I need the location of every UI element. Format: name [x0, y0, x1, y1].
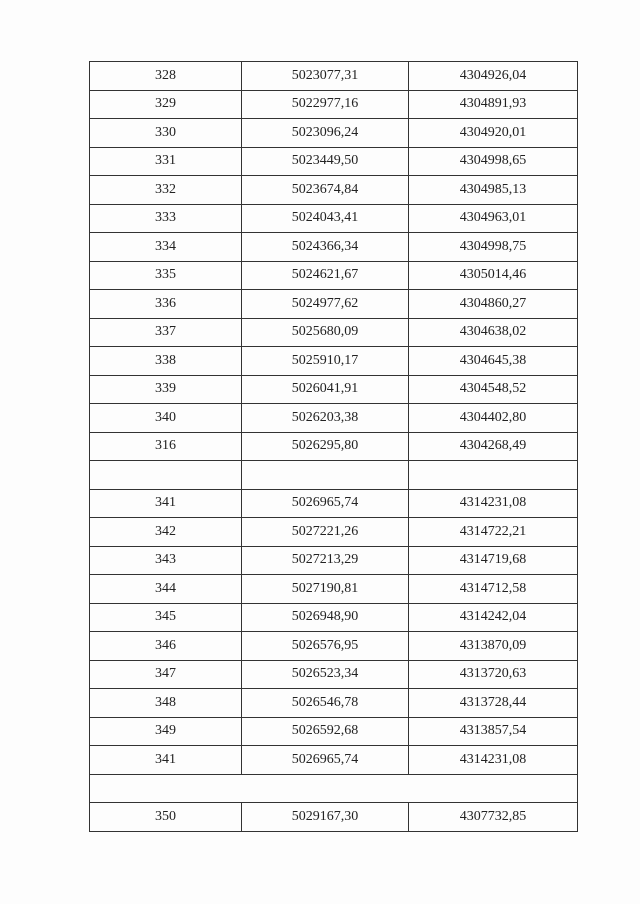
point-number-cell: 349 [90, 717, 242, 746]
y-coordinate-cell: 4314231,08 [409, 489, 578, 518]
point-number-cell: 342 [90, 518, 242, 547]
x-coordinate-cell: 5026592,68 [242, 717, 409, 746]
point-number-cell: 335 [90, 261, 242, 290]
point-number-cell: 343 [90, 546, 242, 575]
point-number-cell: 340 [90, 404, 242, 433]
point-number-cell: 331 [90, 147, 242, 176]
table-row [90, 233, 578, 262]
table-row [90, 318, 578, 347]
y-coordinate-cell: 4304985,13 [409, 176, 578, 205]
x-coordinate-cell: 5026041,91 [242, 375, 409, 404]
x-coordinate-cell: 5024977,62 [242, 290, 409, 319]
y-coordinate-cell: 4304268,49 [409, 432, 578, 461]
point-number-cell [90, 461, 242, 490]
x-coordinate-cell: 5027221,26 [242, 518, 409, 547]
table-row [90, 261, 578, 290]
y-coordinate-cell: 4313857,54 [409, 717, 578, 746]
point-number-cell: 345 [90, 603, 242, 632]
table-row [90, 404, 578, 433]
y-coordinate-cell: 4314712,58 [409, 575, 578, 604]
table-row [90, 575, 578, 604]
y-coordinate-cell: 4304638,02 [409, 318, 578, 347]
y-coordinate-cell: 4304860,27 [409, 290, 578, 319]
table-row [90, 432, 578, 461]
x-coordinate-cell [242, 461, 409, 490]
x-coordinate-cell: 5024043,41 [242, 204, 409, 233]
table-row [90, 518, 578, 547]
coordinates-table [89, 61, 578, 832]
table-row [90, 632, 578, 661]
point-number-cell: 330 [90, 119, 242, 148]
x-coordinate-cell: 5023077,31 [242, 62, 409, 91]
y-coordinate-cell: 4304998,65 [409, 147, 578, 176]
y-coordinate-cell: 4307732,85 [409, 803, 578, 832]
y-coordinate-cell: 4304402,80 [409, 404, 578, 433]
table-row [90, 717, 578, 746]
point-number-cell: 332 [90, 176, 242, 205]
point-number-cell: 337 [90, 318, 242, 347]
table-row [90, 660, 578, 689]
table-row [90, 176, 578, 205]
point-number-cell: 338 [90, 347, 242, 376]
y-coordinate-cell: 4314719,68 [409, 546, 578, 575]
y-coordinate-cell: 4305014,46 [409, 261, 578, 290]
point-number-cell: 336 [90, 290, 242, 319]
x-coordinate-cell: 5026523,34 [242, 660, 409, 689]
table-row-faded [90, 461, 578, 490]
y-coordinate-cell: 4304891,93 [409, 90, 578, 119]
point-number-cell: 334 [90, 233, 242, 262]
y-coordinate-cell: 4314231,08 [409, 746, 578, 775]
point-number-cell: 316 [90, 432, 242, 461]
point-number-cell: 347 [90, 660, 242, 689]
y-coordinate-cell: 4313728,44 [409, 689, 578, 718]
table-row [90, 746, 578, 775]
x-coordinate-cell: 5029167,30 [242, 803, 409, 832]
x-coordinate-cell: 5026546,78 [242, 689, 409, 718]
table-row [90, 375, 578, 404]
point-number-cell: 350 [90, 803, 242, 832]
y-coordinate-cell: 4314722,21 [409, 518, 578, 547]
x-coordinate-cell: 5026965,74 [242, 489, 409, 518]
table-row [90, 290, 578, 319]
table-row [90, 803, 578, 832]
x-coordinate-cell: 5023674,84 [242, 176, 409, 205]
table-row-separator [90, 774, 578, 803]
coordinates-table-body [90, 62, 578, 832]
y-coordinate-cell [409, 461, 578, 490]
x-coordinate-cell: 5026948,90 [242, 603, 409, 632]
table-row [90, 119, 578, 148]
x-coordinate-cell: 5026203,38 [242, 404, 409, 433]
x-coordinate-cell: 5026576,95 [242, 632, 409, 661]
point-number-cell: 346 [90, 632, 242, 661]
y-coordinate-cell: 4304926,04 [409, 62, 578, 91]
point-number-cell: 339 [90, 375, 242, 404]
x-coordinate-cell: 5023096,24 [242, 119, 409, 148]
table-row [90, 204, 578, 233]
table-row [90, 546, 578, 575]
point-number-cell: 328 [90, 62, 242, 91]
x-coordinate-cell: 5024366,34 [242, 233, 409, 262]
y-coordinate-cell: 4314242,04 [409, 603, 578, 632]
point-number-cell: 329 [90, 90, 242, 119]
table-row [90, 62, 578, 91]
y-coordinate-cell: 4304920,01 [409, 119, 578, 148]
y-coordinate-cell: 4304645,38 [409, 347, 578, 376]
separator-cell [90, 774, 578, 803]
point-number-cell: 341 [90, 489, 242, 518]
table-row [90, 147, 578, 176]
x-coordinate-cell: 5027190,81 [242, 575, 409, 604]
table-row [90, 489, 578, 518]
point-number-cell: 341 [90, 746, 242, 775]
x-coordinate-cell: 5027213,29 [242, 546, 409, 575]
x-coordinate-cell: 5023449,50 [242, 147, 409, 176]
y-coordinate-cell: 4313720,63 [409, 660, 578, 689]
x-coordinate-cell: 5025680,09 [242, 318, 409, 347]
x-coordinate-cell: 5026965,74 [242, 746, 409, 775]
x-coordinate-cell: 5024621,67 [242, 261, 409, 290]
table-row [90, 347, 578, 376]
y-coordinate-cell: 4304998,75 [409, 233, 578, 262]
y-coordinate-cell: 4304548,52 [409, 375, 578, 404]
point-number-cell: 344 [90, 575, 242, 604]
point-number-cell: 333 [90, 204, 242, 233]
table-row [90, 90, 578, 119]
x-coordinate-cell: 5025910,17 [242, 347, 409, 376]
y-coordinate-cell: 4313870,09 [409, 632, 578, 661]
x-coordinate-cell: 5022977,16 [242, 90, 409, 119]
point-number-cell: 348 [90, 689, 242, 718]
table-row [90, 689, 578, 718]
table-row [90, 603, 578, 632]
y-coordinate-cell: 4304963,01 [409, 204, 578, 233]
x-coordinate-cell: 5026295,80 [242, 432, 409, 461]
